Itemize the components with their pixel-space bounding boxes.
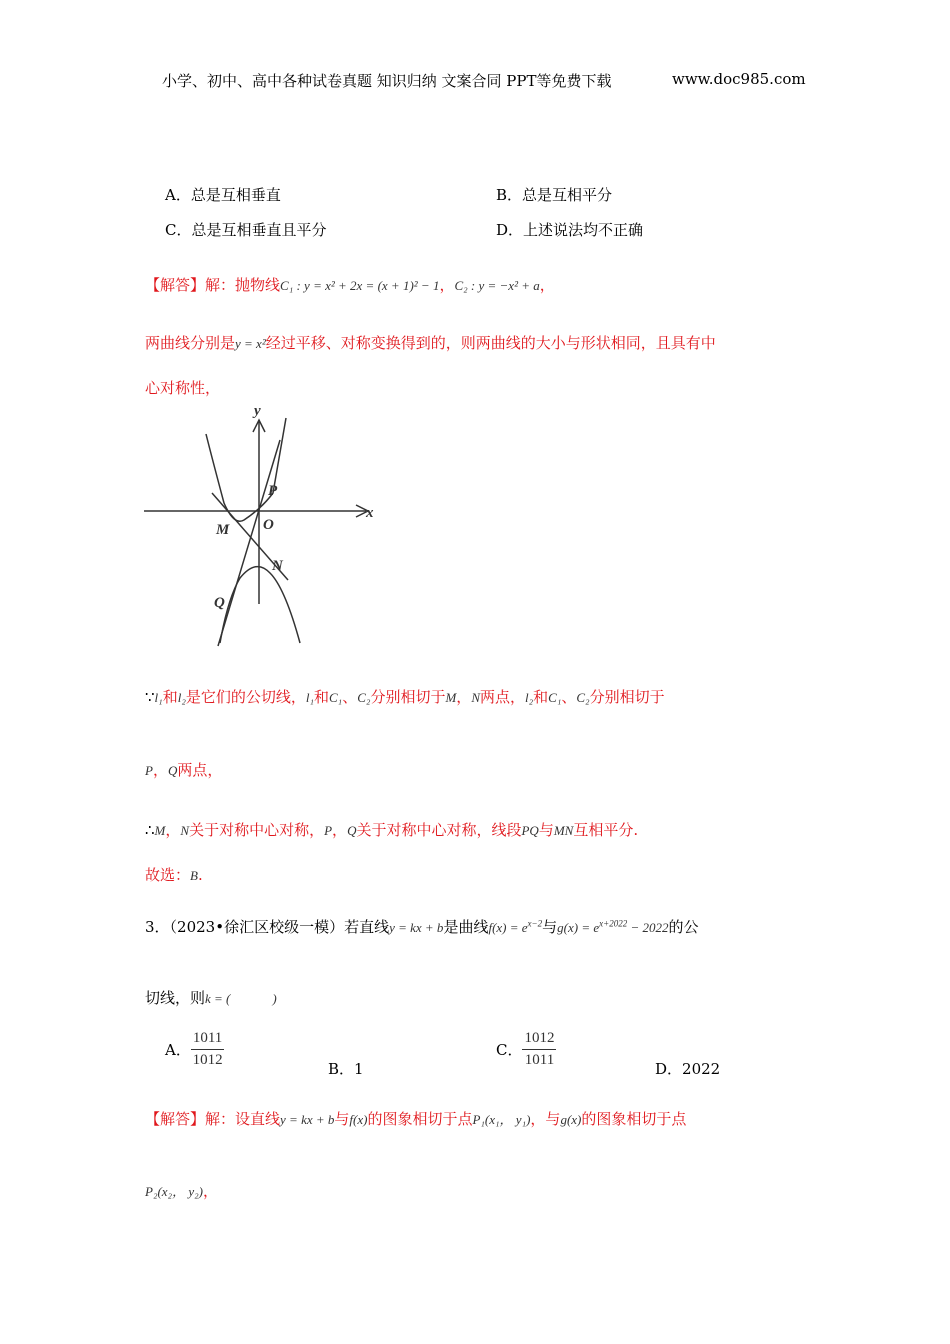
text-segment: 关于对称中心对称， bbox=[189, 821, 325, 839]
text-segment: . bbox=[197, 866, 203, 884]
question-3-line-1 bbox=[145, 916, 699, 937]
text-segment: 、 bbox=[342, 688, 358, 706]
formula-g-base: g(x) = e bbox=[557, 920, 600, 935]
math-n: N bbox=[180, 823, 190, 838]
fraction-numerator: 1012 bbox=[522, 1030, 556, 1050]
math-p: P bbox=[324, 823, 333, 838]
text-segment: ， bbox=[456, 688, 472, 706]
option-label: C． bbox=[496, 1041, 523, 1059]
math-n: N bbox=[471, 690, 480, 705]
formula-line: y = kx + b bbox=[389, 920, 444, 935]
label-q: Q bbox=[214, 595, 225, 611]
fraction-1011-1012 bbox=[191, 1030, 224, 1069]
label-o: O bbox=[263, 517, 274, 533]
formula-f-exponent: x−2 bbox=[527, 918, 543, 929]
label-y: y bbox=[254, 403, 261, 419]
text-segment: 是曲线 bbox=[443, 918, 489, 936]
q3-option-a bbox=[165, 1030, 224, 1069]
math-m: M bbox=[445, 690, 457, 705]
formula-c1: C₁ : y = x² + 2x = (x + 1)² − 1 bbox=[280, 278, 440, 293]
parabola-graph bbox=[140, 398, 380, 653]
solution-tag: 【解答】 bbox=[145, 1110, 206, 1128]
text-segment: 的图象相切于点 bbox=[367, 1110, 473, 1128]
comma: ， bbox=[439, 276, 455, 294]
option-b: B．总是互相平分 bbox=[496, 186, 613, 204]
text-segment: 是它们的公切线， bbox=[185, 688, 306, 706]
text-segment: 和 bbox=[533, 688, 549, 706]
math-q: Q bbox=[167, 763, 178, 778]
question-number: 3．（2023•徐汇区校级一模）若直线 bbox=[145, 918, 390, 936]
option-d: D．上述说法均不正确 bbox=[496, 221, 644, 239]
q3-option-d: D．2022 bbox=[655, 1060, 721, 1078]
q3-option-b: B．1 bbox=[328, 1060, 364, 1078]
text-segment: ， bbox=[152, 761, 168, 779]
math-l1: l₁ bbox=[154, 690, 163, 705]
formula-c2: C₂ : y = −x² + a bbox=[454, 278, 540, 293]
text-segment: 关于对称中心对称，线段 bbox=[356, 821, 522, 839]
text-segment: 两曲线分别是 bbox=[145, 334, 236, 352]
question-3-line-2 bbox=[145, 987, 277, 1008]
therefore-symbol: ∴ bbox=[145, 821, 155, 839]
math-l2: l₂ bbox=[177, 690, 186, 705]
solution-intro: 解：抛物线 bbox=[205, 276, 281, 294]
math-mn: MN bbox=[553, 823, 574, 838]
text-segment: 与 bbox=[538, 821, 554, 839]
text-segment: 与 bbox=[542, 918, 558, 936]
math-l1: l₁ bbox=[305, 690, 314, 705]
fraction-numerator: 1011 bbox=[191, 1030, 224, 1050]
formula-line: y = kx + b bbox=[280, 1112, 335, 1127]
formula-gx: g(x) bbox=[560, 1112, 582, 1127]
math-c2: C₂ bbox=[576, 690, 590, 705]
option-a: A．总是互相垂直 bbox=[165, 186, 281, 204]
math-c1: C₁ bbox=[329, 690, 343, 705]
formula-k: k = ( bbox=[205, 991, 231, 1006]
solution-tag: 【解答】 bbox=[145, 276, 206, 294]
math-c1: C₁ bbox=[548, 690, 562, 705]
header-site-link[interactable]: www.doc985.com bbox=[672, 70, 806, 88]
text-segment: 解：设直线 bbox=[205, 1110, 281, 1128]
text-segment: 和 bbox=[314, 688, 330, 706]
header-left-text: 小学、初中、高中各种试卷真题 知识归纳 文案合同 PPT等免费下载 bbox=[162, 72, 612, 90]
label-m: M bbox=[216, 522, 230, 538]
q3-solution-line-1 bbox=[145, 1108, 686, 1129]
answer-line bbox=[145, 864, 203, 885]
math-l2: l₂ bbox=[525, 690, 534, 705]
math-pq: PQ bbox=[521, 823, 539, 838]
answer-blank-close: ) bbox=[272, 991, 277, 1006]
therefore-line bbox=[145, 819, 638, 840]
label-x: x bbox=[366, 505, 374, 521]
comma: ， bbox=[539, 276, 555, 294]
label-p: P bbox=[268, 483, 278, 499]
math-m: M bbox=[154, 823, 166, 838]
text-segment: 互相平分. bbox=[573, 821, 639, 839]
formula-fx: f(x) bbox=[349, 1112, 368, 1127]
text-segment: 分别相切于 bbox=[370, 688, 446, 706]
text-segment: 分别相切于 bbox=[589, 688, 665, 706]
formula-f-base: f(x) = e bbox=[488, 920, 528, 935]
option-label: A． bbox=[165, 1041, 191, 1059]
text-segment: 和 bbox=[162, 688, 178, 706]
label-n: N bbox=[272, 558, 283, 574]
fraction-denominator: 1011 bbox=[524, 1052, 555, 1068]
q3-solution-line-2 bbox=[145, 1180, 218, 1201]
text-segment: 与 bbox=[334, 1110, 350, 1128]
tangent-line-l2 bbox=[218, 440, 280, 646]
text-segment: ，与 bbox=[530, 1110, 561, 1128]
solution-line-3: 心对称性， bbox=[145, 379, 221, 397]
point-p1: P₁(x₁， y₁) bbox=[472, 1112, 531, 1127]
curve-c2 bbox=[220, 567, 300, 643]
formula-g-tail: − 2022 bbox=[627, 920, 669, 935]
formula-f bbox=[488, 920, 542, 935]
math-c2: C₂ bbox=[357, 690, 371, 705]
solution-line-2 bbox=[145, 332, 716, 353]
fraction-1012-1011 bbox=[522, 1030, 556, 1069]
formula-g-exponent: x+2022 bbox=[599, 918, 628, 929]
because-line bbox=[145, 686, 665, 707]
point-p2: P₂(x₂， y₂) bbox=[145, 1184, 203, 1199]
formula-g bbox=[557, 920, 668, 935]
curve-c1 bbox=[206, 418, 286, 521]
text-segment: 两点， bbox=[177, 761, 223, 779]
math-answer: B bbox=[190, 868, 198, 883]
text-segment: ， bbox=[202, 1182, 218, 1200]
text-segment: 两点， bbox=[479, 688, 525, 706]
text-segment: ， bbox=[165, 821, 181, 839]
text-segment: 故选： bbox=[145, 866, 191, 884]
text-segment: 切线，则 bbox=[145, 989, 206, 1007]
solution-line-1 bbox=[145, 274, 555, 295]
text-segment: 、 bbox=[561, 688, 577, 706]
because-symbol: ∵ bbox=[145, 688, 155, 706]
text-segment: ， bbox=[332, 821, 348, 839]
option-c: C．总是互相垂直且平分 bbox=[165, 221, 327, 239]
text-segment: 的图象相切于点 bbox=[581, 1110, 687, 1128]
formula-yx2: y = x² bbox=[235, 336, 266, 351]
text-segment: 经过平移、对称变换得到的，则两曲线的大小与形状相同，且具有中 bbox=[265, 334, 716, 352]
math-p: P bbox=[145, 763, 153, 778]
fraction-denominator: 1012 bbox=[192, 1052, 223, 1068]
math-q: Q bbox=[347, 823, 357, 838]
q3-option-c bbox=[496, 1030, 556, 1069]
pq-line bbox=[145, 759, 222, 780]
text-segment: 的公 bbox=[668, 918, 699, 936]
